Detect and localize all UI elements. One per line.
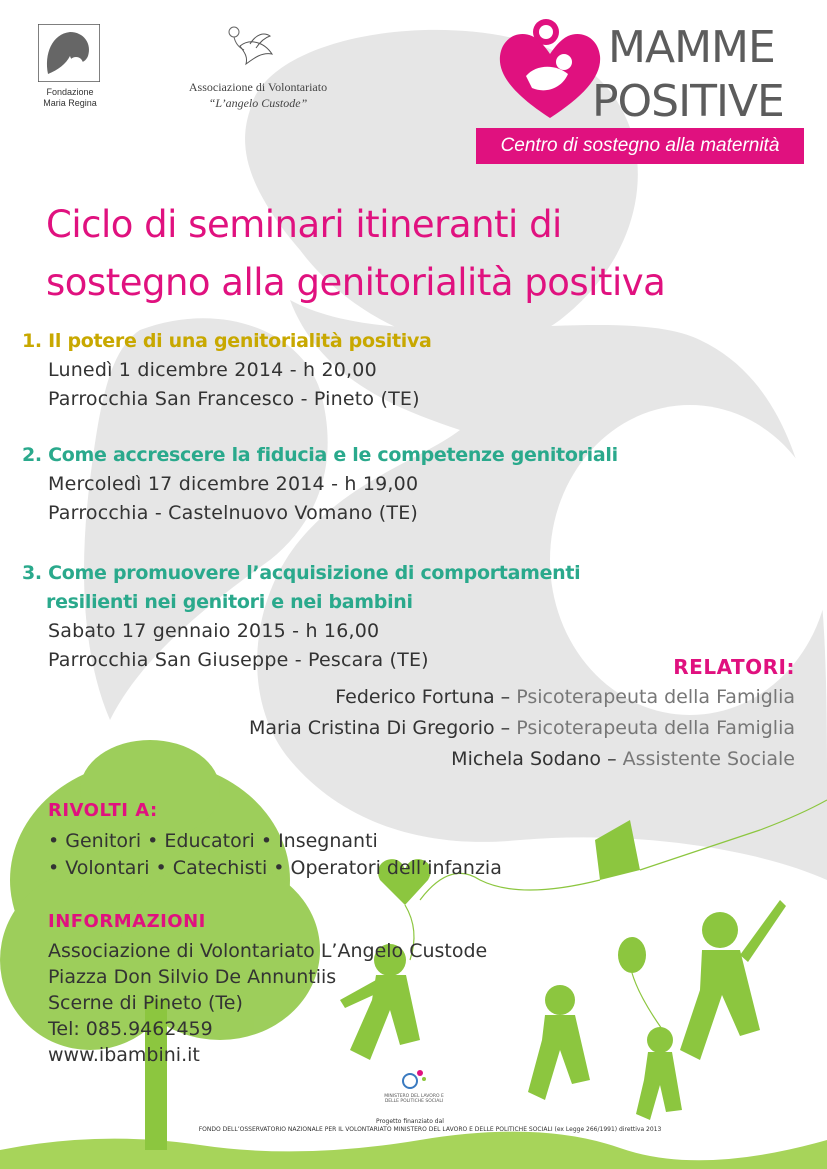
fondazione-maria-regina-logo [38,24,100,82]
speaker-separator: – [494,686,517,708]
seminar-2-date: Mercoledì 17 dicembre 2014 - h 19,00 [48,473,419,495]
ministry-emblem-icon [400,1067,428,1091]
audience-line1: • Genitori • Educatori • Insegnanti [48,830,378,852]
seminar-1-date: Lunedì 1 dicembre 2014 - h 20,00 [48,359,377,381]
footer-line2: FONDO DELL’OSSERVATORIO NAZIONALE PER IL VOLONTARIATO MINISTERO DEL LAVORO E DELLE POLITICHE SOCIALI (ex Legge 266/1991) direttiva 2013 [198,1126,662,1133]
speaker-role: Assistente Sociale [622,748,795,770]
speaker-row [451,748,795,770]
association-name: Associazione di Volontariato [188,80,328,94]
speaker-separator: – [601,748,623,770]
speaker-name: Federico Fortuna [335,686,495,708]
seminar-1-title: 1. Il potere di una genitorialità positiva [22,330,432,352]
info-org: Associazione di Volontariato L’Angelo Custode [48,940,488,962]
speaker-role: Psicoterapeuta della Famiglia [516,717,795,739]
speaker-role: Psicoterapeuta della Famiglia [516,686,795,708]
footer-line1: Progetto finanziato dal [376,1118,444,1125]
brand-title-line1: MAMME [608,22,775,73]
info-address: Piazza Don Silvio De Annuntiis [48,966,337,988]
info-city: Scerne di Pineto (Te) [48,992,243,1014]
main-title-line1: Ciclo di seminari itineranti di [46,203,562,246]
foundation-name-line1: Fondazione [46,87,94,97]
foundation-name-line2: Maria Regina [43,98,97,108]
association-subtitle: “L’angelo Custode” [208,96,308,110]
speaker-row [335,686,795,708]
angel-logo-icon [220,24,280,74]
seminar-3-date: Sabato 17 gennaio 2015 - h 16,00 [48,620,380,642]
main-title-line2: sostegno alla genitorialità positiva [46,261,666,304]
grass [0,1132,827,1169]
seminar-3-title-line1: 3. Come promuovere l’acquisizione di comportamenti [22,562,581,584]
seminar-3-title-line2: resilienti nei genitori e nei bambini [46,591,413,613]
seminar-2-place: Parrocchia - Castelnuovo Vomano (TE) [48,502,419,524]
seminar-3-place: Parrocchia San Giuseppe - Pescara (TE) [48,649,429,671]
speaker-name: Maria Cristina Di Gregorio [248,717,495,739]
speakers-heading: RELATORI: [673,655,795,679]
info-website[interactable]: www.ibambini.it [48,1044,200,1066]
ministry-label: MINISTERO DEL LAVORO E DELLE POLITICHE SOCIALI [384,1094,444,1104]
brand-tagline: Centro di sostegno alla maternità [476,128,804,164]
audience-heading: RIVOLTI A: [48,800,158,821]
speaker-row [249,717,795,739]
foundation-name [30,87,110,109]
seminar-2-title: 2. Come accrescere la fiducia e le competenze genitoriali [22,444,618,466]
info-heading: INFORMAZIONI [48,911,206,932]
info-phone: Tel: 085.9462459 [48,1018,213,1040]
audience-line2: • Volontari • Catechisti • Operatori dell’infanzia [48,857,502,879]
brand-title-line2: POSITIVE [592,76,784,127]
speaker-name: Michela Sodano [451,748,602,770]
seminar-1-place: Parrocchia San Francesco - Pineto (TE) [48,388,420,410]
mamme-positive-heart-icon [496,18,604,122]
speaker-separator: – [494,717,517,739]
